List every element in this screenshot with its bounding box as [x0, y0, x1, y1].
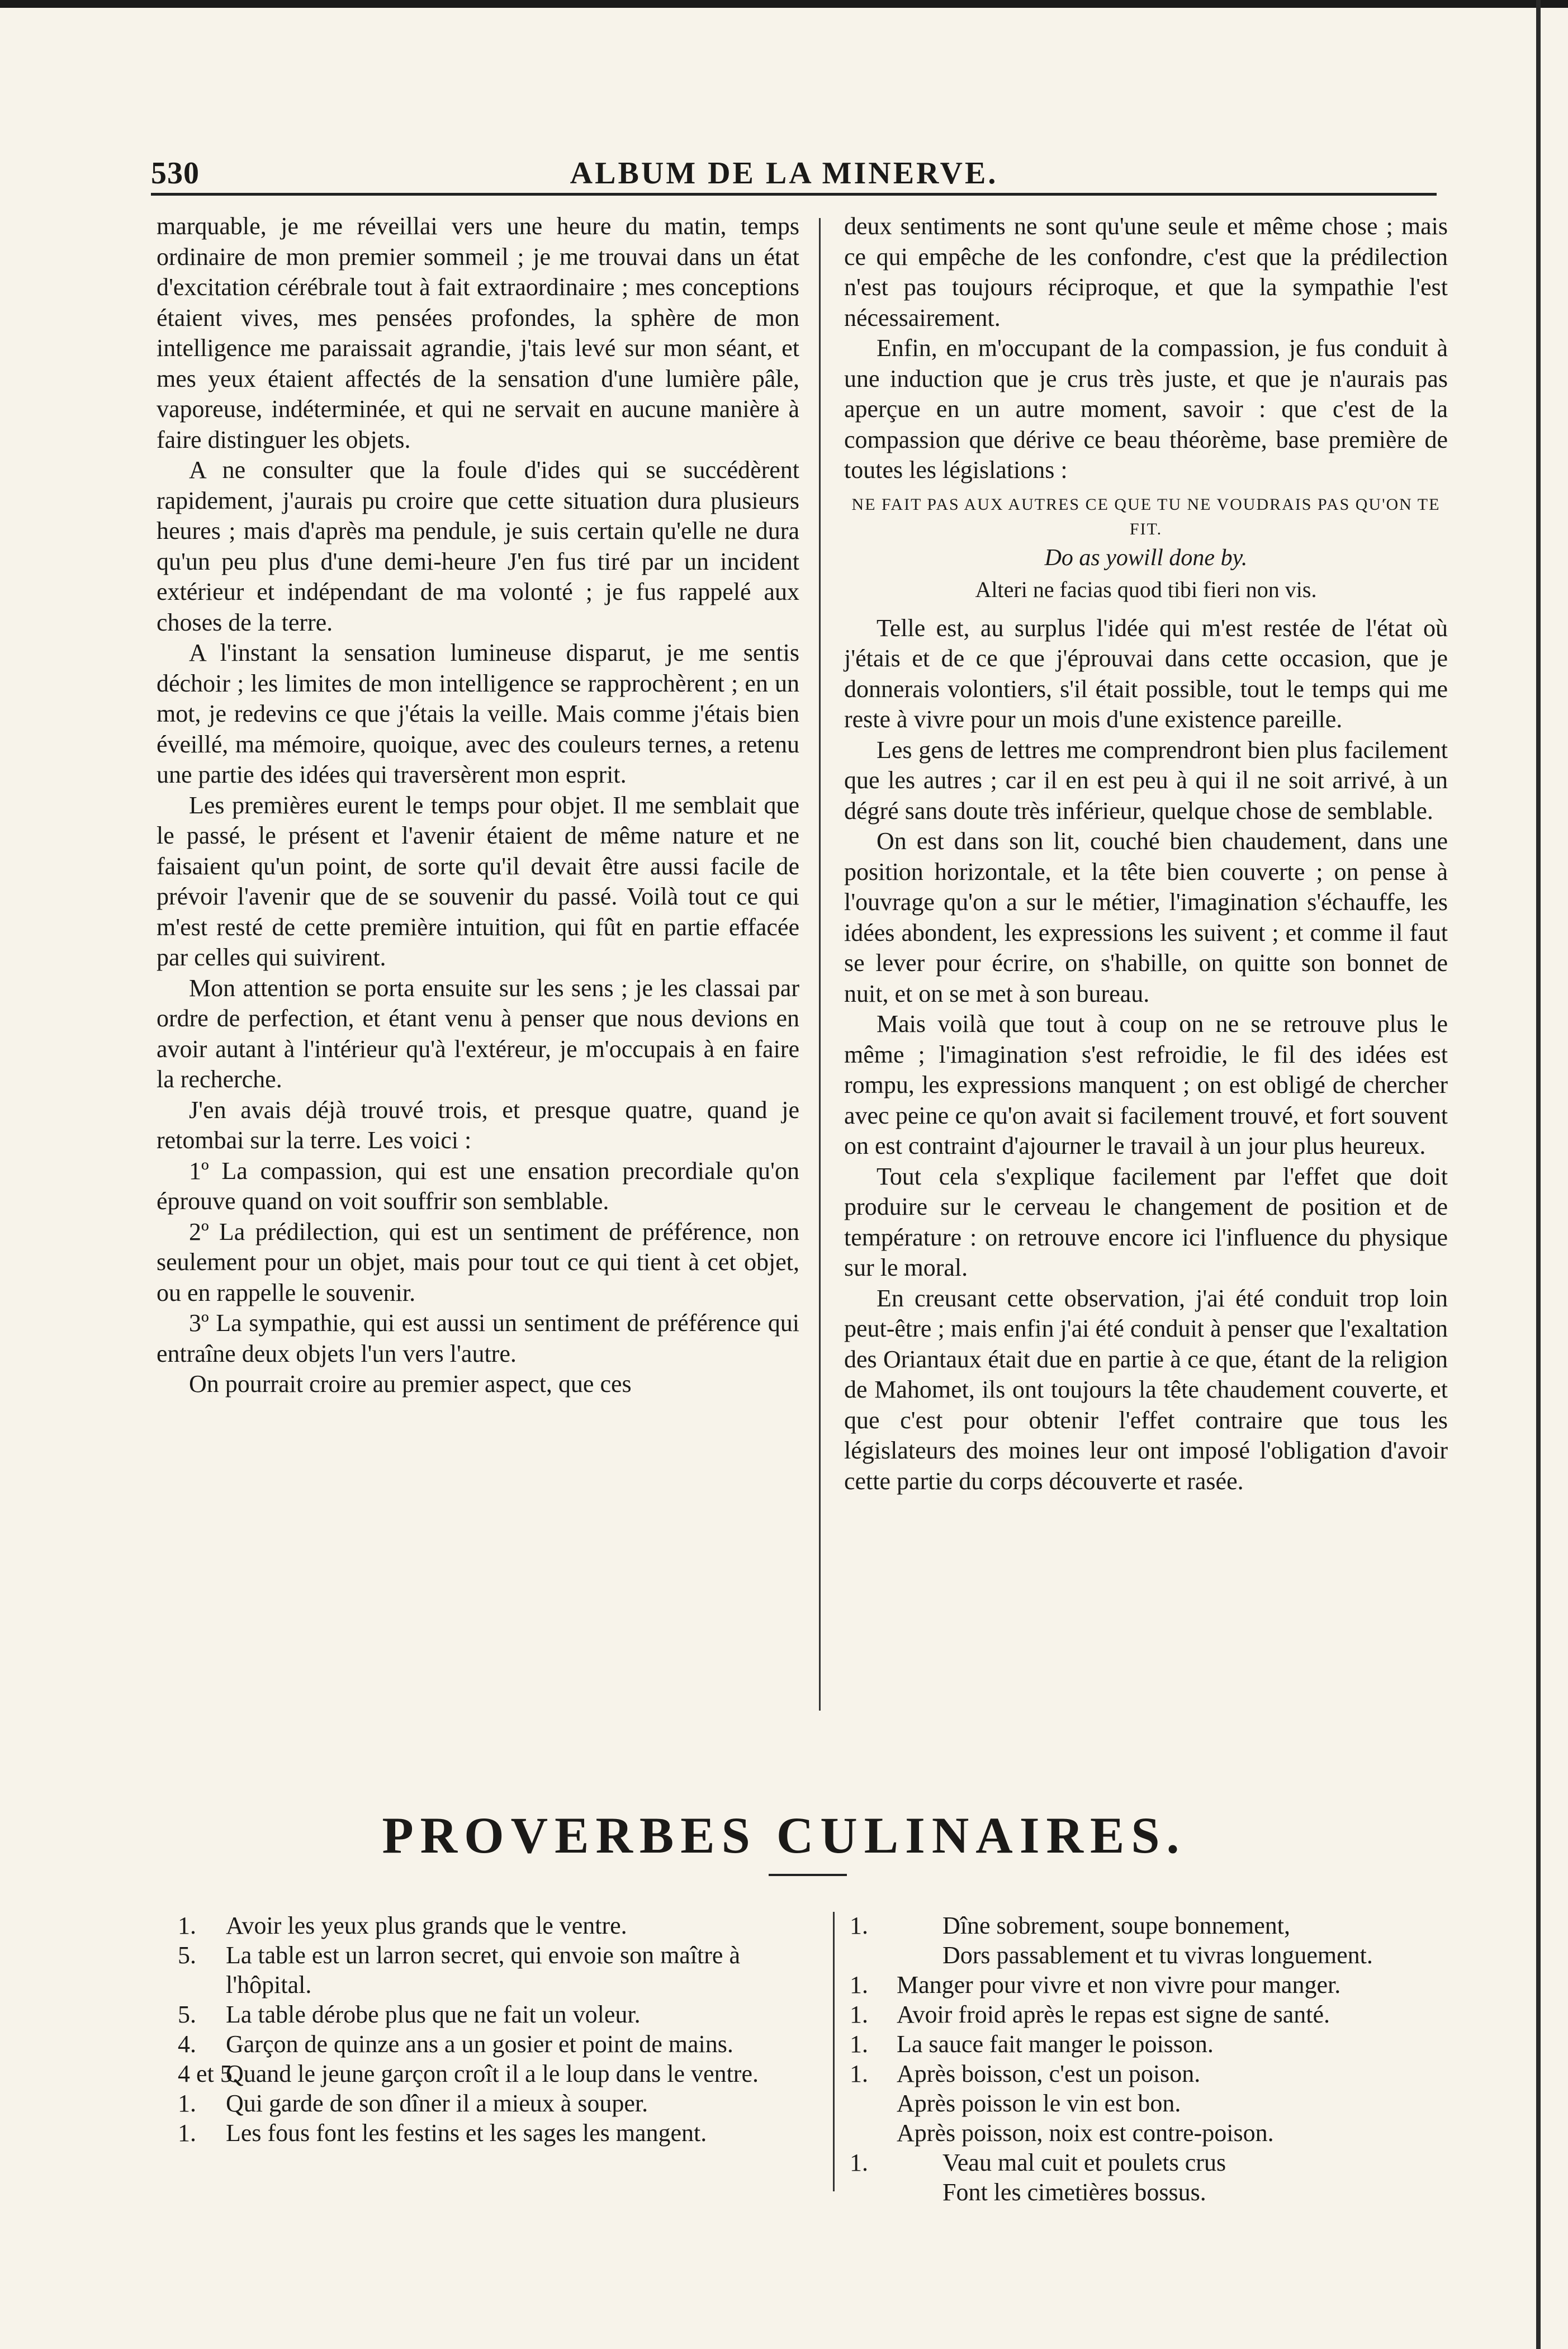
article-paragraph: Mais voilà que tout à coup on ne se retrouve plus le même ; l'imagination s'est refroidie, le fil des idées est rompu, les expressions manquent ; on est obligé de chercher avec peine ce qu'on avait si facilement trouvé, et fort souvent on est contraint d'ajourner le travail à un jour plus heureux.: [844, 1010, 1448, 1159]
proverb-item: [178, 2029, 821, 2059]
scan-edge-bar: [1536, 0, 1541, 2349]
proverb-line: Avoir froid après le repas est signe de santé.: [897, 2001, 1330, 2028]
proverb-text: Les fous font les festins et les sages les mangent.: [226, 2119, 707, 2147]
article-paragraph: On est dans son lit, couché bien chaudement, dans une position horizontale, et la tête bien couverte ; on pense à l'ouvrage qu'on a sur le métier, l'imagination s'échauffe, les idées abondent, les expressions les suivent ; et comme il faut se lever pour écrire, on s'habille, on quitte son bonnet de nuit, et on se met à son bureau.: [844, 827, 1448, 1007]
proverb-text: Avoir les yeux plus grands que le ventre.: [226, 1912, 627, 1939]
proverb-text: Quand le jeune garçon croît il a le loup dans le ventre.: [226, 2060, 759, 2087]
article-right-column: [844, 211, 1448, 1496]
article-paragraph: On pourrait croire au premier aspect, que ces: [189, 1370, 632, 1398]
top-border: [0, 0, 1568, 8]
article-paragraph: Enfin, en m'occupant de la compassion, je fus conduit à une induction que je crus très juste, et que je n'aurais pas aperçue en un autre moment, savoir : que c'est de la compassion que dérive ce beau théorème, base première de toutes les législations :: [844, 334, 1448, 484]
proverb-item: [850, 1911, 1442, 1970]
proverb-item: [178, 2059, 821, 2088]
article-left-column: [157, 211, 799, 1400]
proverb-text: Qui garde de son dîner il a mieux à souper.: [226, 2090, 648, 2117]
proverb-item: [178, 2088, 821, 2118]
maxim-latin: Alteri ne facias quod tibi fieri non vis.: [975, 576, 1317, 602]
article-paragraph: Telle est, au surplus l'idée qui m'est restée de l'état où j'étais et de ce que j'éprouvai dans cette occasion, que je donnerais volontiers, s'il était possible, tout le temps qui me reste à vivre pour un mois d'une existence pareille.: [844, 614, 1448, 733]
proverb-item: [850, 2059, 1442, 2148]
proverb-number: 1.: [850, 2060, 868, 2087]
article-paragraph: En creusant cette observation, j'ai été conduit trop loin peut-être ; mais enfin j'ai été conduit à penser que l'exaltation des Oriantaux était due en partie à ce que, étant de la religion de Mahomet, ils ont toujours la tête chaudement couverte, et que c'est pour obtenir l'effet contraire que tous les législateurs des moines leur ont imposé l'obligation d'avoir cette partie du corps découverte et rasée.: [844, 1284, 1448, 1495]
article-paragraph: J'en avais déjà trouvé trois, et presque quatre, quand je retombai sur la terre. Les voici :: [157, 1096, 799, 1154]
proverb-number: 4 et 5.: [178, 2060, 239, 2087]
article-paragraph: Les gens de lettres me comprendront bien plus facilement que les autres ; car il en est peu à qui il ne soit arrivé, à un dégré sans doute très inférieur, quelque chose de semblable.: [844, 736, 1448, 825]
proverb-number: 1.: [178, 1912, 196, 1939]
proverb-line: La sauce fait manger le poisson.: [897, 2030, 1214, 2058]
proverb-number: 1.: [850, 1971, 868, 1998]
proverb-text: [942, 1911, 1442, 1970]
proverb-text: [897, 1970, 1442, 2000]
proverb-number: 1.: [850, 2001, 868, 2028]
article-paragraph: deux sentiments ne sont qu'une seule et même chose ; mais ce qui empêche de les confondre, c'est que la prédilection n'est pas toujours réciproque, et que la sympathie l'est nécessairement.: [844, 212, 1448, 331]
proverb-number: 5.: [178, 2001, 196, 2028]
proverb-number: 1.: [178, 2119, 196, 2147]
proverb-line: Font les cimetières bossus.: [942, 2178, 1206, 2206]
proverb-line: Dîne sobrement, soupe bonnement,: [942, 1912, 1290, 1939]
article-paragraph: 1º La compassion, qui est une ensation precordiale qu'on éprouve quand on voit souffrir son semblable.: [157, 1157, 799, 1215]
proverb-text: [942, 2148, 1442, 2207]
proverb-text: [897, 2029, 1442, 2059]
title-rule: [769, 1874, 847, 1876]
proverb-line: Manger pour vivre et non vivre pour manger.: [897, 1971, 1341, 1998]
proverb-item: [178, 1940, 821, 2000]
proverb-item: [178, 1911, 821, 1940]
article-paragraph: 2º La prédilection, qui est un sentiment de préférence, non seulement pour un objet, mais pour tout ce qui tient à cet objet, ou en rappelle le souvenir.: [157, 1218, 799, 1306]
article-paragraph: A l'instant la sensation lumineuse disparut, je me sentis déchoir ; les limites de mon intelligence se rapprochèrent ; en un mot, je redevins ce que j'étais la veille. Mais comme j'étais bien éveillé, ma mémoire, quoique, avec des couleurs ternes, a retenu une partie des idées qui traversèrent mon esprit.: [157, 639, 799, 788]
proverb-item: [850, 1970, 1442, 2000]
proverb-text: La table dérobe plus que ne fait un voleur.: [226, 2001, 641, 2028]
proverbs-divider: [833, 1912, 835, 2191]
running-title: ALBUM DE LA MINERVE.: [570, 156, 998, 191]
proverb-number: 1.: [850, 2030, 868, 2058]
header-rule: [151, 193, 1437, 196]
proverb-line: Dors passablement et tu vivras longuement.: [942, 1941, 1373, 1969]
article-paragraph: Tout cela s'explique facilement par l'effet que doit produire sur le cerveau le changement de position et de température : on retrouve encore ici l'influence du physique sur le moral.: [844, 1162, 1448, 1281]
proverb-number: 1.: [178, 2090, 196, 2117]
proverb-text: [897, 2059, 1442, 2148]
proverb-text: La table est un larron secret, qui envoie son maître à l'hôpital.: [226, 1941, 740, 1998]
proverb-number: 1.: [850, 2149, 868, 2176]
maxim-english: Do as yowill done by.: [1044, 544, 1248, 571]
proverb-line: Après boisson, c'est un poison.: [897, 2060, 1201, 2087]
column-divider: [819, 218, 821, 1711]
proverb-number: 5.: [178, 1941, 196, 1969]
proverb-line: Après poisson, noix est contre-poison.: [897, 2119, 1274, 2147]
article-paragraph: Les premières eurent le temps pour objet. Il me semblait que le passé, le présent et l'avenir étaient de même nature et ne faisaient qu'un point, de sorte qu'il devait être aussi facile de prévoir l'avenir que de se souvenir du passé. Voilà tout ce qui m'est resté de cette première intuition, qui fût en partie effacée par celles qui suivirent.: [157, 791, 799, 971]
proverb-item: [178, 2118, 821, 2148]
proverb-text: Garçon de quinze ans a un gosier et point de mains.: [226, 2030, 733, 2058]
proverb-item: [850, 2029, 1442, 2059]
article-paragraph: A ne consulter que la foule d'ides qui se succédèrent rapidement, j'aurais pu croire que cette situation dura plusieurs heures ; mais d'après ma pendule, je suis certain qu'elle ne dura qu'un peu plus d'une demi-heure J'en fus tiré par un incident extérieur et indépendant de ma volonté ; je fus rappelé aux choses de la terre.: [157, 456, 799, 636]
proverbs-title: PROVERBES CULINAIRES.: [382, 1807, 1186, 1864]
proverb-text: [897, 2000, 1442, 2029]
article-paragraph: 3º La sympathie, qui est aussi un sentiment de préférence qui entraîne deux objets l'un vers l'autre.: [157, 1309, 799, 1367]
page-number: 530: [151, 156, 200, 191]
proverb-number: 4.: [178, 2030, 196, 2058]
maxim-block: [844, 492, 1448, 605]
proverbs-right-list: [850, 1911, 1442, 2207]
proverb-item: [850, 2000, 1442, 2029]
right-paragraphs-before: [844, 211, 1448, 486]
article-paragraph: Mon attention se porta ensuite sur les sens ; je les classai par ordre de perfection, et étant venu à penser que nous devions en avoir autant à l'intérieur qu'à l'extéreur, je m'occupais à en faire la recherche.: [157, 974, 799, 1093]
proverb-item: [178, 2000, 821, 2029]
article-paragraph: marquable, je me réveillai vers une heure du matin, temps ordinaire de mon premier sommeil ; je me trouvai dans un état d'excitation cérébrale tout à fait extraordinaire ; mes conceptions étaient vives, mes pensées profondes, la sphère de mon intelligence me paraissait agrandie, j'tais levé sur mon séant, et mes yeux étaient affectés de la sensation d'une lumière pâle, vaporeuse, indéterminée, et qui ne servait en aucune manière à faire distinguer les objets.: [157, 212, 799, 453]
proverb-line: Veau mal cuit et poulets crus: [942, 2149, 1226, 2176]
right-paragraphs-after: [844, 613, 1448, 1497]
maxim-french: NE FAIT PAS AUX AUTRES CE QUE TU NE VOUDRAIS PAS QU'ON TE FIT.: [851, 495, 1441, 538]
proverb-item: [850, 2148, 1442, 2207]
proverbs-left-list: [178, 1911, 821, 2148]
proverb-line: Après poisson le vin est bon.: [897, 2090, 1181, 2117]
proverb-number: 1.: [850, 1912, 868, 1939]
